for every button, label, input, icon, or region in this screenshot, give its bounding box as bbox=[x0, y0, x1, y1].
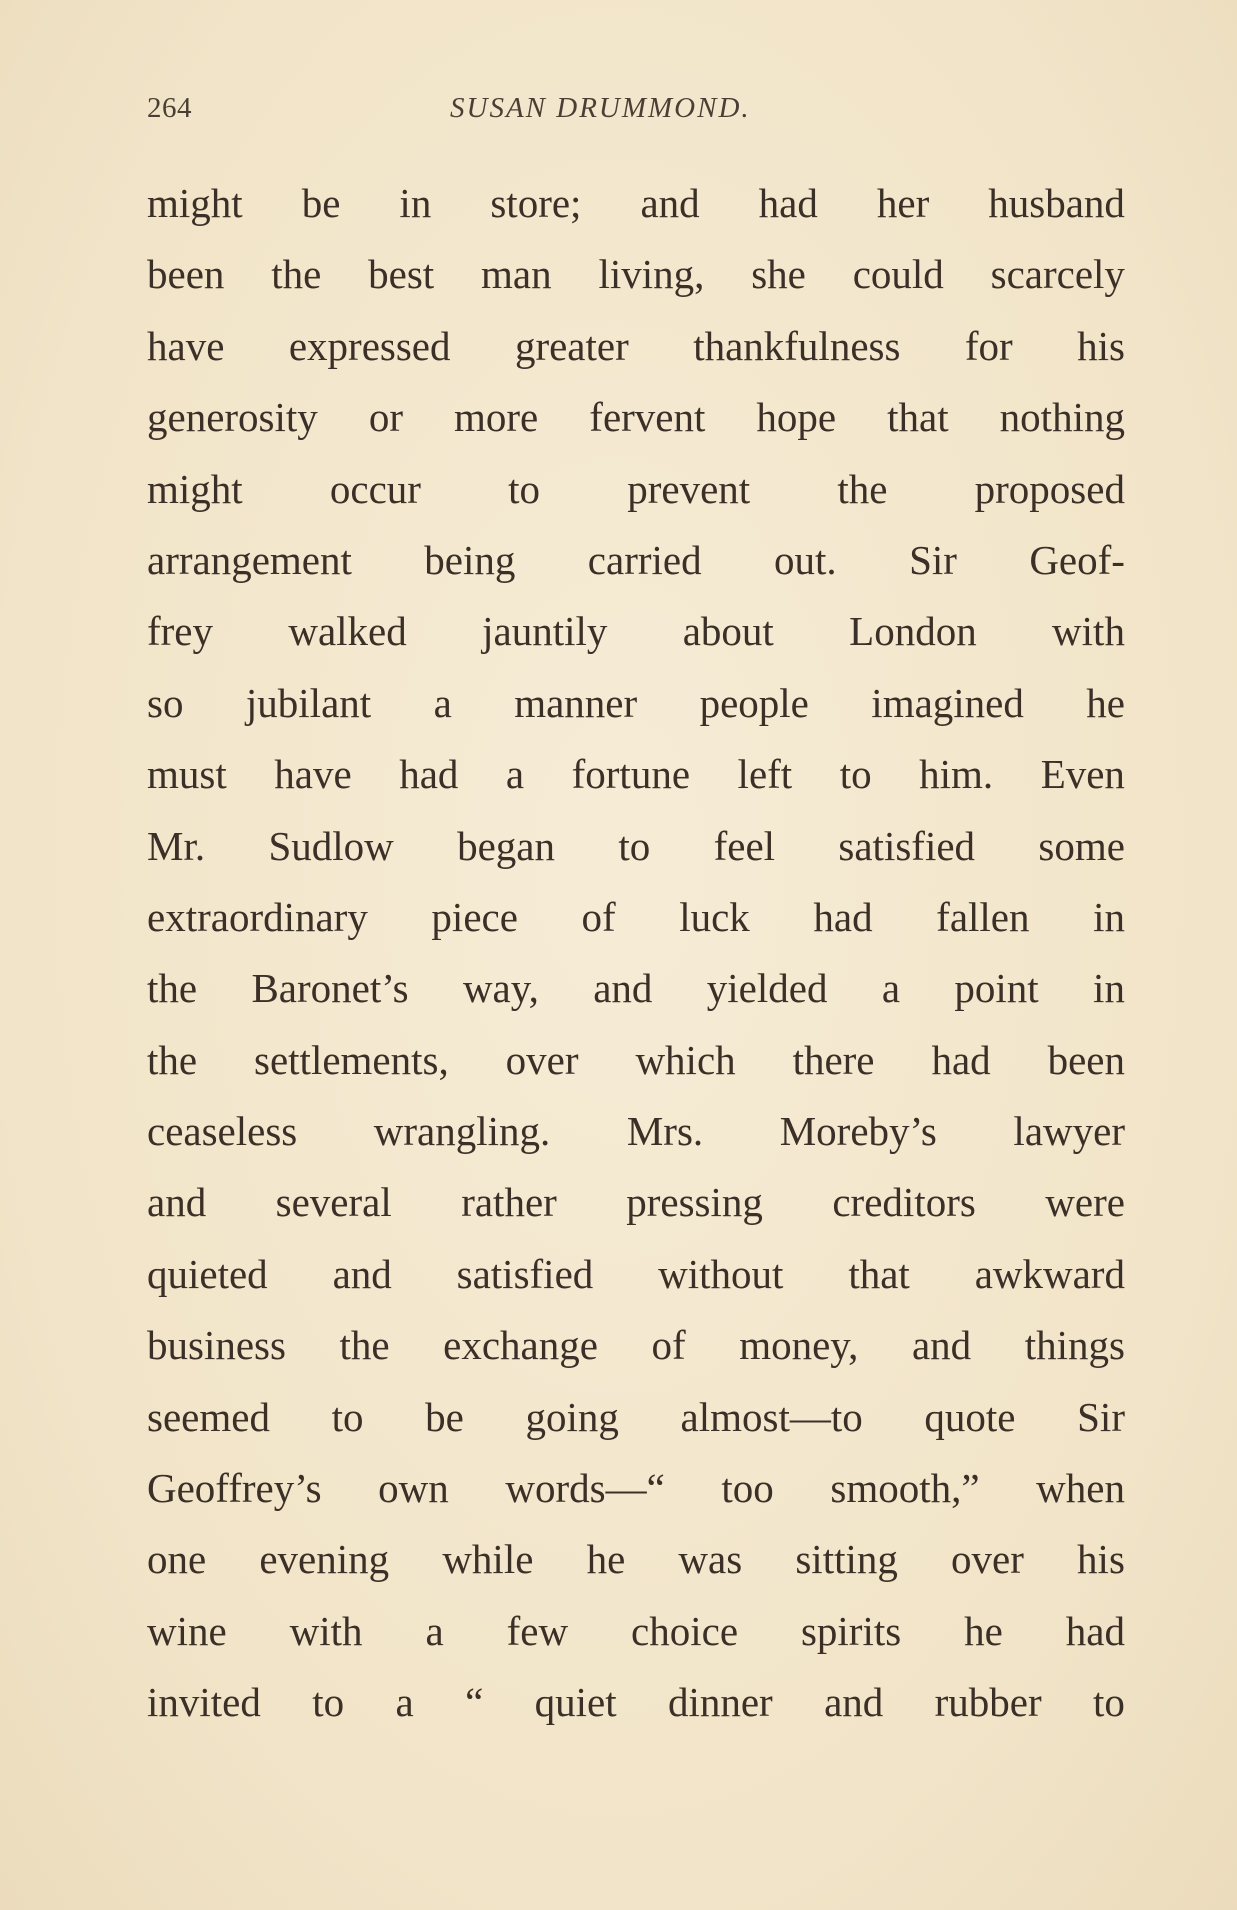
page-header bbox=[147, 92, 1125, 132]
word: own bbox=[378, 1465, 449, 1512]
word: lawyer bbox=[1013, 1108, 1125, 1155]
word: piece bbox=[431, 893, 518, 940]
word: about bbox=[682, 608, 774, 655]
word: going bbox=[525, 1393, 619, 1440]
word: the bbox=[147, 1036, 198, 1083]
word: had bbox=[399, 751, 459, 798]
word: fortune bbox=[571, 751, 691, 798]
word: be bbox=[425, 1393, 464, 1440]
word: she bbox=[751, 251, 806, 298]
word: husband bbox=[988, 180, 1125, 226]
word: sitting bbox=[795, 1536, 898, 1583]
word: his bbox=[1077, 1536, 1125, 1583]
word: the bbox=[339, 1322, 390, 1369]
word: one bbox=[147, 1536, 207, 1583]
text-line bbox=[147, 239, 1125, 310]
word: hope bbox=[756, 394, 837, 441]
word: in bbox=[399, 180, 432, 226]
text-line bbox=[147, 882, 1125, 953]
word: had bbox=[758, 180, 818, 226]
text-line bbox=[147, 668, 1125, 739]
word: few bbox=[506, 1607, 569, 1654]
word: some bbox=[1038, 822, 1125, 869]
text-line bbox=[147, 1239, 1125, 1310]
word: a bbox=[395, 1679, 414, 1726]
word: imagined bbox=[871, 679, 1024, 726]
word: jubilant bbox=[245, 679, 372, 726]
word: might bbox=[147, 180, 243, 226]
word: manner bbox=[514, 679, 638, 726]
word: been bbox=[1047, 1036, 1125, 1083]
word: scarcely bbox=[990, 251, 1125, 298]
text-line bbox=[147, 1524, 1125, 1595]
word: extraordinary bbox=[147, 893, 368, 940]
word: over bbox=[951, 1536, 1024, 1583]
word: and bbox=[593, 965, 653, 1012]
word: walked bbox=[288, 608, 407, 655]
text-line bbox=[147, 454, 1125, 525]
word: spirits bbox=[800, 1607, 902, 1654]
word: over bbox=[505, 1036, 579, 1083]
word: without bbox=[658, 1250, 784, 1297]
word: best bbox=[368, 251, 435, 298]
word: was bbox=[678, 1536, 743, 1583]
word: to bbox=[331, 1393, 364, 1440]
word: Geof- bbox=[1029, 536, 1125, 583]
word: a bbox=[433, 679, 452, 726]
word: while bbox=[442, 1536, 534, 1583]
word: yielded bbox=[706, 965, 828, 1012]
word: several bbox=[275, 1179, 392, 1226]
word: and bbox=[824, 1679, 884, 1726]
text-line bbox=[147, 1310, 1125, 1381]
word: fervent bbox=[589, 394, 706, 441]
word: wine bbox=[147, 1607, 227, 1654]
word: way, bbox=[462, 965, 539, 1012]
word: almost—to bbox=[680, 1393, 863, 1440]
word: nothing bbox=[999, 394, 1125, 441]
word: Even bbox=[1040, 751, 1125, 798]
word: in bbox=[1093, 965, 1125, 1012]
word: a bbox=[505, 751, 525, 798]
word: he bbox=[586, 1536, 626, 1583]
word: man bbox=[481, 251, 552, 298]
word: generosity bbox=[147, 394, 318, 441]
word: so bbox=[147, 679, 184, 726]
word: must bbox=[147, 751, 227, 798]
running-title: SUSAN DRUMMOND. bbox=[450, 92, 751, 124]
word: exchange bbox=[443, 1322, 598, 1369]
text-line bbox=[147, 1667, 1125, 1738]
word: money, bbox=[739, 1322, 859, 1369]
text-line bbox=[147, 1167, 1125, 1238]
word: him. bbox=[919, 751, 994, 798]
word: with bbox=[289, 1607, 363, 1654]
word: or bbox=[368, 394, 403, 441]
word: frey bbox=[147, 608, 214, 655]
word: began bbox=[457, 822, 556, 869]
text-line bbox=[147, 739, 1125, 810]
word: store; bbox=[490, 180, 582, 226]
word: quieted bbox=[147, 1250, 268, 1297]
word: choice bbox=[631, 1607, 739, 1654]
word: had bbox=[1065, 1607, 1125, 1654]
word: could bbox=[852, 251, 944, 298]
word: to bbox=[618, 822, 651, 869]
word: in bbox=[1093, 893, 1125, 940]
word: settlements, bbox=[254, 1036, 449, 1083]
text-line bbox=[147, 953, 1125, 1024]
word: smooth,” bbox=[830, 1465, 980, 1512]
word: expressed bbox=[288, 322, 451, 369]
word: had bbox=[931, 1036, 991, 1083]
word: been bbox=[147, 251, 225, 298]
word: things bbox=[1024, 1322, 1125, 1369]
word: Baronet’s bbox=[251, 965, 409, 1012]
word: seemed bbox=[147, 1393, 270, 1440]
word: to bbox=[312, 1679, 345, 1726]
word: living, bbox=[598, 251, 705, 298]
word: fallen bbox=[936, 893, 1030, 940]
word: pressing bbox=[626, 1179, 763, 1226]
word: quiet bbox=[534, 1679, 617, 1726]
word: people bbox=[699, 679, 809, 726]
word: creditors bbox=[832, 1179, 976, 1226]
word: and bbox=[640, 180, 700, 226]
text-line bbox=[147, 168, 1125, 239]
word: prevent bbox=[627, 465, 751, 512]
text-line bbox=[147, 811, 1125, 882]
word: occur bbox=[329, 465, 421, 512]
word: point bbox=[954, 965, 1039, 1012]
word: London bbox=[849, 608, 977, 655]
word: words—“ bbox=[505, 1465, 665, 1512]
word: when bbox=[1036, 1465, 1125, 1512]
word: being bbox=[424, 536, 516, 583]
word: and bbox=[911, 1322, 972, 1369]
word: Sir bbox=[909, 536, 957, 583]
word: that bbox=[887, 394, 949, 441]
word: with bbox=[1052, 608, 1125, 655]
text-line bbox=[147, 1096, 1125, 1167]
text-line bbox=[147, 1382, 1125, 1453]
word: rather bbox=[461, 1179, 557, 1226]
word: a bbox=[425, 1607, 444, 1654]
body-text bbox=[147, 168, 1125, 1739]
word: wrangling. bbox=[373, 1108, 551, 1155]
text-line bbox=[147, 596, 1125, 667]
word: carried bbox=[587, 536, 702, 583]
text-line bbox=[147, 525, 1125, 596]
word: to bbox=[508, 465, 541, 512]
word: have bbox=[274, 751, 352, 798]
word: satisfied bbox=[456, 1250, 594, 1297]
word: left bbox=[737, 751, 793, 798]
text-line bbox=[147, 1025, 1125, 1096]
text-line bbox=[147, 1596, 1125, 1667]
word: he bbox=[964, 1607, 1003, 1654]
word: Sudlow bbox=[268, 822, 394, 869]
word: Moreby’s bbox=[779, 1108, 937, 1155]
word: jauntily bbox=[482, 608, 608, 655]
word: her bbox=[876, 180, 930, 226]
word: out. bbox=[774, 536, 837, 583]
word: rubber bbox=[934, 1679, 1042, 1726]
word: business bbox=[147, 1322, 286, 1369]
word: that bbox=[848, 1250, 910, 1297]
word: dinner bbox=[667, 1679, 773, 1726]
word: were bbox=[1045, 1179, 1125, 1226]
word: and bbox=[332, 1250, 392, 1297]
text-line bbox=[147, 382, 1125, 453]
word: a bbox=[881, 965, 901, 1012]
word: Mrs. bbox=[626, 1108, 704, 1155]
word: he bbox=[1086, 679, 1125, 726]
word: luck bbox=[679, 893, 750, 940]
word: his bbox=[1077, 322, 1125, 369]
word: greater bbox=[514, 322, 629, 369]
word: ceaseless bbox=[147, 1108, 298, 1155]
word: evening bbox=[259, 1536, 390, 1583]
word: the bbox=[837, 465, 888, 512]
word: there bbox=[792, 1036, 875, 1083]
word: awkward bbox=[974, 1250, 1125, 1297]
page-number: 264 bbox=[147, 92, 192, 124]
word: too bbox=[721, 1465, 774, 1512]
word: be bbox=[301, 180, 341, 226]
word: Geoffrey’s bbox=[147, 1465, 322, 1512]
word: thankfulness bbox=[693, 322, 901, 369]
word: Sir bbox=[1077, 1393, 1125, 1440]
word: and bbox=[147, 1179, 207, 1226]
word: of bbox=[651, 1322, 686, 1369]
word: had bbox=[813, 893, 873, 940]
text-line bbox=[147, 1453, 1125, 1524]
word: the bbox=[271, 251, 322, 298]
word: arrangement bbox=[147, 536, 352, 583]
word: might bbox=[147, 465, 243, 512]
word: invited bbox=[147, 1679, 261, 1726]
word: for bbox=[964, 322, 1013, 369]
word: proposed bbox=[974, 465, 1125, 512]
word: “ bbox=[465, 1679, 484, 1726]
word: which bbox=[635, 1036, 736, 1083]
word: more bbox=[454, 394, 539, 441]
word: the bbox=[147, 965, 198, 1012]
word: of bbox=[581, 893, 616, 940]
word: quote bbox=[924, 1393, 1016, 1440]
word: satisfied bbox=[838, 822, 976, 869]
word: Mr. bbox=[147, 822, 206, 869]
word: have bbox=[147, 322, 225, 369]
word: to bbox=[839, 751, 872, 798]
word: feel bbox=[713, 822, 776, 869]
word: to bbox=[1093, 1679, 1125, 1726]
text-line bbox=[147, 311, 1125, 382]
